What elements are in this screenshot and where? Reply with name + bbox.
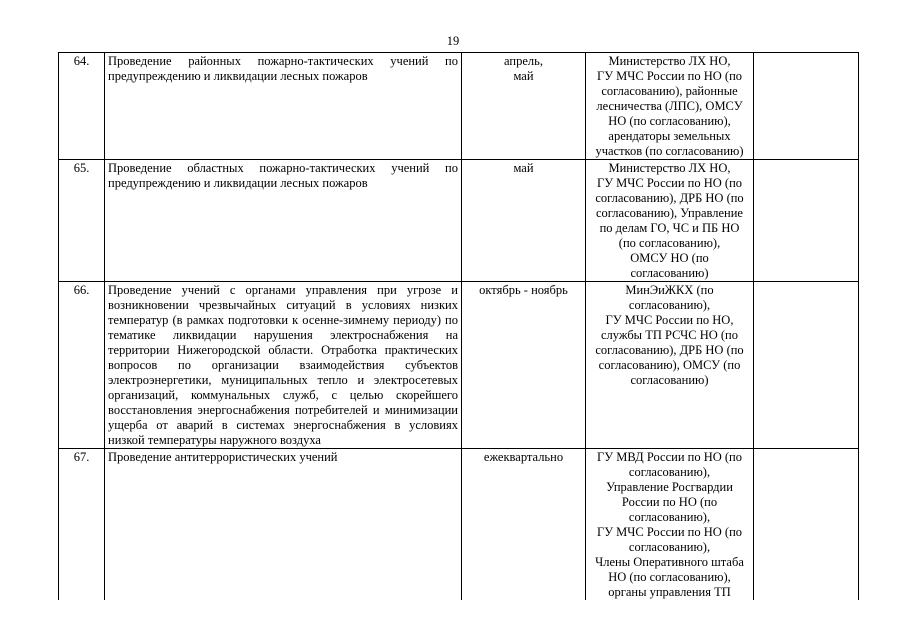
- executor-line: согласованию), ДРБ НО (по: [595, 191, 744, 205]
- executor-line: ГУ МЧС России по НО (по: [596, 69, 743, 83]
- event-description: Проведение районных пожарно-тактических учений по предупреждению и ликвидации лесных пожаров: [105, 53, 462, 160]
- event-notes: [754, 160, 859, 282]
- executor-line: Управление Росгвардии: [606, 480, 733, 494]
- event-notes: [754, 282, 859, 449]
- executor-line: согласованию): [630, 373, 709, 387]
- executor-line: ГУ МЧС России по НО,: [605, 313, 734, 327]
- event-term: [462, 449, 586, 601]
- event-executors: [586, 53, 754, 160]
- event-term: [462, 160, 586, 282]
- executor-line: НО (по согласованию),: [608, 114, 731, 128]
- executor-line: участков (по согласованию): [595, 144, 744, 158]
- row-number: 64.: [59, 53, 105, 160]
- executor-line: НО (по согласованию),: [608, 570, 731, 584]
- executor-line: согласованию), ДРБ НО (по: [595, 343, 744, 357]
- executor-line: по делам ГО, ЧС и ПБ НО: [599, 221, 740, 235]
- executor-line: согласованию),: [628, 510, 711, 524]
- executor-line: согласованию), Управление: [596, 206, 743, 220]
- event-executors: [586, 160, 754, 282]
- executor-line: Члены Оперативного штаба: [595, 555, 744, 569]
- executor-line: России по НО (по: [621, 495, 718, 509]
- term-line: апрель,: [504, 54, 543, 68]
- executor-line: согласованию),: [628, 298, 711, 312]
- executor-line: ГУ МЧС России по НО (по: [596, 525, 743, 539]
- event-notes: [754, 449, 859, 601]
- row-number: 67.: [59, 449, 105, 601]
- executor-line: арендаторы земельных: [608, 129, 731, 143]
- executor-line: согласованию),: [628, 540, 711, 554]
- executor-line: Министерство ЛХ НО,: [608, 161, 731, 175]
- executor-line: службы ТП РСЧС НО (по: [600, 328, 738, 342]
- row-number: 65.: [59, 160, 105, 282]
- executor-line: ГУ МВД России по НО (по: [597, 450, 742, 464]
- executor-line: согласованию),: [628, 465, 711, 479]
- term-line: ежеквартально: [483, 450, 564, 464]
- event-notes: [754, 53, 859, 160]
- table-row: [59, 282, 859, 449]
- term-line: май: [513, 69, 534, 83]
- event-description: Проведение областных пожарно-тактических учений по предупреждению и ликвидации лесных пожаров: [105, 160, 462, 282]
- executor-line: согласованию), районные: [601, 84, 738, 98]
- page-number: 19: [446, 34, 460, 48]
- table-row: [59, 160, 859, 282]
- event-term: [462, 53, 586, 160]
- events-table: [58, 52, 859, 600]
- executor-line: МинЭиЖКХ (по: [625, 283, 714, 297]
- executor-line: ГУ МЧС России по НО (по: [596, 176, 743, 190]
- term-line: октябрь - ноябрь: [479, 283, 568, 297]
- executor-line: органы управления ТП: [608, 585, 731, 599]
- executor-line: (по согласованию),: [618, 236, 721, 250]
- event-term: [462, 282, 586, 449]
- events-table-body: [59, 53, 859, 601]
- executor-line: согласованию): [630, 266, 709, 280]
- executor-line: Министерство ЛХ НО,: [608, 54, 731, 68]
- term-line: май: [513, 161, 534, 175]
- executor-line: согласованию), ОМСУ (по: [598, 358, 741, 372]
- executor-line: ОМСУ НО (по: [630, 251, 709, 265]
- row-number: 66.: [59, 282, 105, 449]
- event-executors: [586, 282, 754, 449]
- table-row: [59, 449, 859, 601]
- event-description: Проведение учений с органами управления при угрозе и возникновении чрезвычайных ситуаций в условиях низких температур (в рамках подготовки к осенне-зимнему периоду) по тематике ликвидации нарушения электроснабжения на территории Нижегородской области. Отработка практических вопросов по организации взаимодействия субъектов электроэнергетики, муниципальных тепло и электросетевых организаций, коммунальных служб, с целью скорейшего восстановления энергоснабжения потребителей и минимизации ущерба от аварий в системах энергоснабжения в условиях низкой температуры наружного воздуха: [105, 282, 462, 449]
- executor-line: лесничества (ЛПС), ОМСУ: [596, 99, 743, 113]
- event-executors: [586, 449, 754, 601]
- table-row: [59, 53, 859, 160]
- event-description: Проведение антитеррористических учений: [105, 449, 462, 601]
